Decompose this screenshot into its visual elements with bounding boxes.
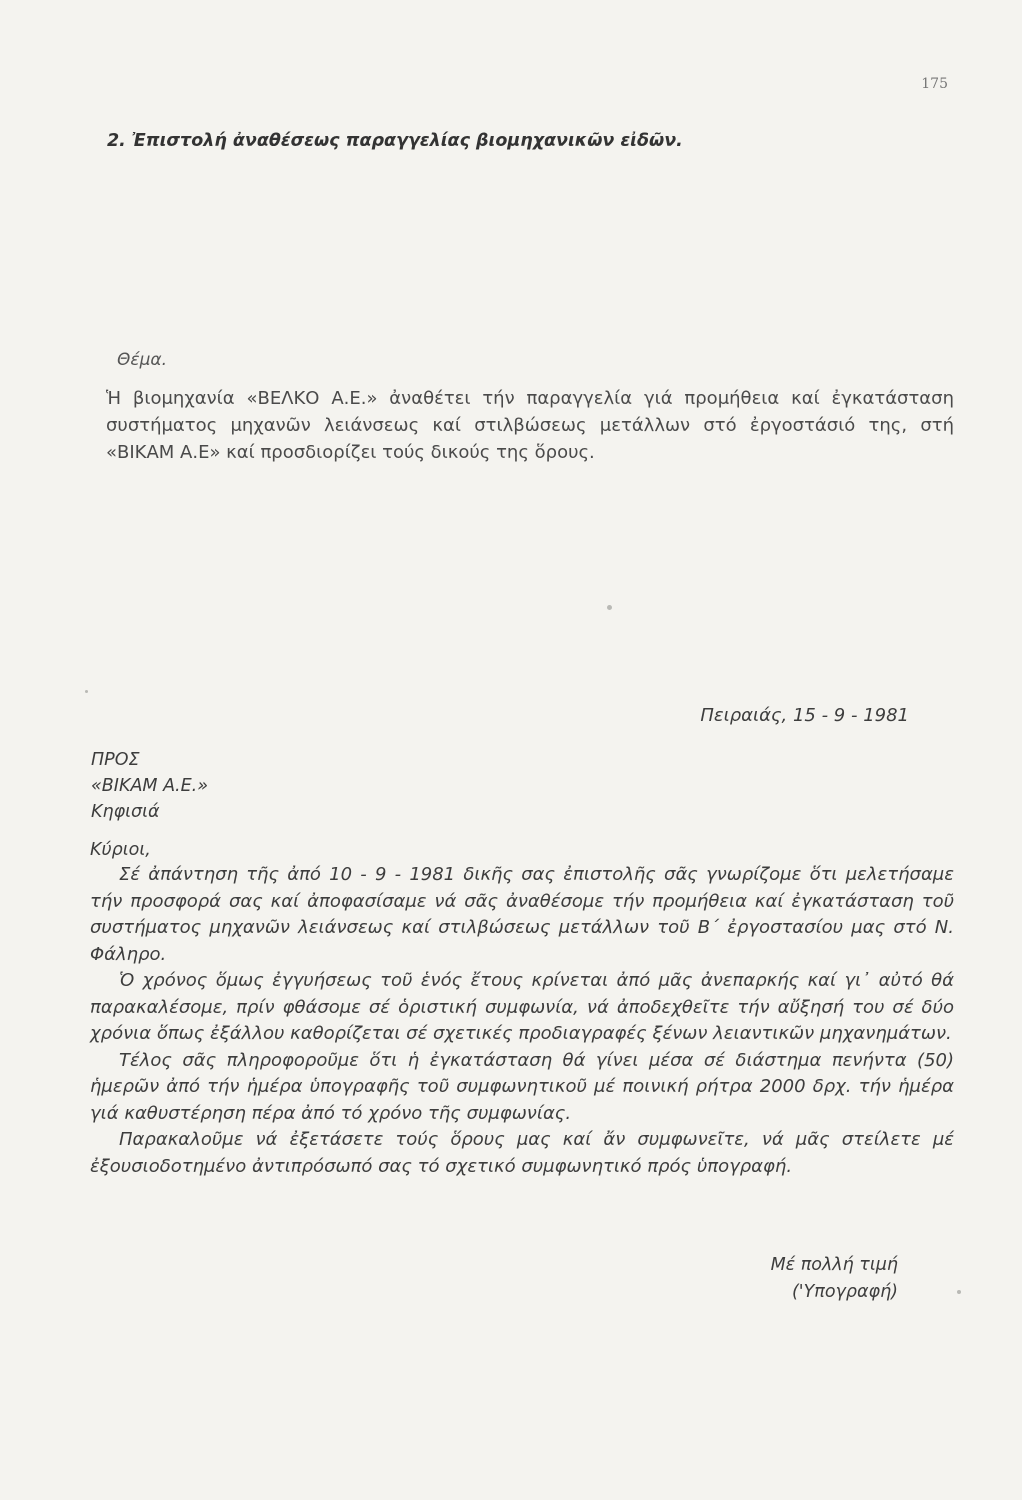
letter-recipient (91, 747, 208, 825)
section-heading: 2. Ἐπιστολή ἀναθέσεως παραγγελίας βιομηχανικῶν εἰδῶν. (107, 131, 683, 151)
letter-salutation: Κύριοι, (90, 840, 151, 860)
scan-speck (607, 605, 612, 610)
letter-paragraph: Παρακαλοῦμε νά ἐξετάσετε τούς ὅρους μας καί ἄν συμφωνεῖτε, νά μᾶς στείλετε μέ ἐξουσιοδοτημένο ἀντιπρόσωπό σας τό σχετικό συμφωνητικό πρός ὑπογραφή. (90, 1129, 954, 1177)
letter-signature: ('Υπογραφή) (791, 1282, 898, 1302)
letter-body (90, 862, 954, 1180)
letter-closing-block (771, 1252, 898, 1306)
letter-closing: Μέ πολλή τιμή (770, 1255, 898, 1275)
scan-speck (85, 690, 88, 693)
letter-place-date: Πειραιάς, 15 - 9 - 1981 (700, 705, 909, 726)
letter-paragraph: Ὁ χρόνος ὅμως ἐγγυήσεως τοῦ ἑνός ἔτους κρίνεται ἀπό μᾶς ἀνεπαρκής καί γι᾽ αὐτό θά παρακαλέσομε, πρίν φθάσομε σέ ὁριστική συμφωνία, νά ἀποδεχθεῖτε τήν αὔξησή του σέ δύο χρόνια ὅπως ἐξάλλου καθορίζεται σέ σχετικές προδιαγραφές ξένων λειαντικῶν μηχανημάτων. (90, 970, 954, 1044)
letter-paragraph: Τέλος σᾶς πληροφοροῦμε ὅτι ἡ ἐγκατάσταση θά γίνει μέσα σέ διάστημα πενήντα (50) ἡμερῶν ἀπό τήν ἡμέρα ὑπογραφῆς τοῦ συμφωνητικοῦ μέ ποινική ρήτρα 2000 δρχ. τήν ἡμέρα γιά καθυστέρηση πέρα ἀπό τό χρόνο τῆς συμφωνίας. (90, 1049, 954, 1124)
letter-paragraph: Σέ ἀπάντηση τῆς ἀπό 10 - 9 - 1981 δικῆς σας ἐπιστολῆς σᾶς γνωρίζομε ὅτι μελετήσαμε τήν προσφορά σας καί ἀποφασίσαμε νά σᾶς ἀναθέσομε τήν προμήθεια καί ἐγκατάσταση τοῦ συστήματος μηχανῶν λειάνσεως καί στιλβώσεως μετάλλων τοῦ Β΄ ἐργοστασίου μας στό Ν. Φάληρο. (90, 864, 954, 965)
recipient-company: «ΒΙΚΑΜ Α.Ε.» (91, 776, 209, 796)
subject-label: Θέμα. (117, 350, 167, 370)
recipient-to: ΠΡΟΣ (91, 750, 140, 770)
recipient-city: Κηφισιά (91, 802, 160, 822)
page-number: 175 (921, 76, 948, 92)
scan-speck (957, 1290, 961, 1294)
subject-text: Ἡ βιομηχανία «ΒΕΛΚΟ Α.Ε.» ἀναθέτει τήν παραγγελία γιά προμήθεια καί ἐγκατάσταση συστήματος μηχανῶν λειάνσεως καί στιλβώσεως μετάλλων στό ἐργοστάσιό της, στή «ΒΙΚΑΜ Α.Ε» καί προσδιορίζει τούς δικούς της ὅρους. (106, 388, 954, 463)
